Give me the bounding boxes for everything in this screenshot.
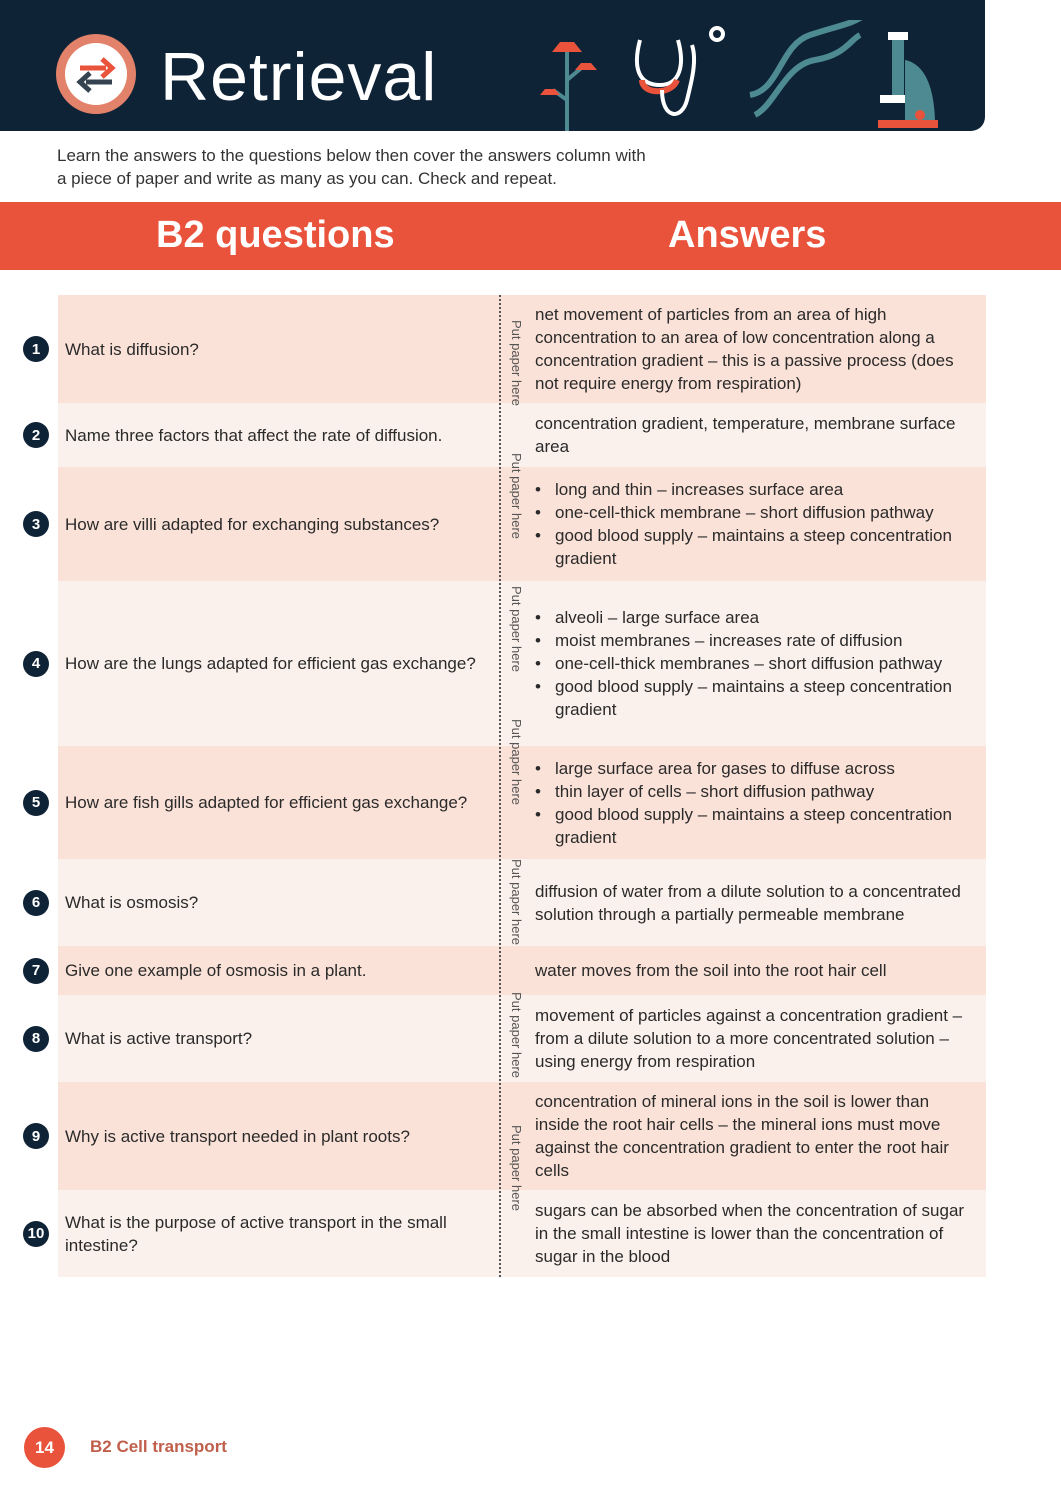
page-number: 14	[24, 1427, 65, 1468]
science-icons	[530, 20, 950, 131]
put-paper-here-label: Put paper here	[509, 320, 524, 407]
page-title: Retrieval	[160, 39, 438, 115]
question-label: Give one example of osmosis in a plant.	[65, 961, 367, 980]
tree-icon	[540, 42, 597, 131]
answer-bullet: • large surface area for gases to diffuse across	[535, 757, 978, 780]
question-text	[65, 1190, 495, 1277]
answer-cell	[535, 581, 978, 746]
put-paper-here-label: Put paper here	[509, 859, 524, 946]
answer-cell	[535, 859, 978, 946]
answer-bullet: • good blood supply – maintains a steep concentration gradient	[535, 675, 978, 721]
question-number-badge: 6	[23, 890, 49, 916]
answer-text: sugars can be absorbed when the concentration of sugar in the small intestine is lower than the concentration of sugar in the blood	[535, 1201, 965, 1266]
fold-divider	[499, 295, 501, 1277]
question-label: How are the lungs adapted for efficient gas exchange?	[65, 654, 476, 673]
microscope-icon	[878, 32, 938, 128]
instructions-line: a piece of paper and write as many as you can. Check and repeat.	[57, 169, 557, 188]
question-label: Name three factors that affect the rate of diffusion.	[65, 425, 443, 445]
question-text	[65, 403, 495, 467]
answer-cell	[535, 995, 978, 1082]
questions-heading: B2 questions	[156, 214, 395, 256]
question-text	[65, 859, 495, 946]
question-label: Why is active transport needed in plant roots?	[65, 1126, 410, 1146]
question-text	[65, 467, 495, 581]
question-number-badge: 8	[23, 1026, 49, 1052]
section-title: B2 Cell transport	[90, 1437, 227, 1456]
question-label: What is the purpose of active transport in the small intestine?	[65, 1212, 447, 1255]
question-number-badge: 4	[23, 651, 49, 677]
answer-bullet: • thin layer of cells – short diffusion pathway	[535, 780, 978, 803]
answer-cell	[535, 467, 978, 581]
answer-cell	[535, 1082, 978, 1190]
question-number-badge: 3	[23, 511, 49, 537]
retrieval-logo-icon	[56, 34, 136, 114]
answer-cell	[535, 746, 978, 859]
question-number-badge: 1	[23, 336, 49, 362]
answer-text: concentration of mineral ions in the soil is lower than inside the root hair cells – the mineral ions must move against the concentration gradient to enter the root hair cells	[535, 1092, 949, 1180]
question-label: What is active transport?	[65, 1029, 253, 1048]
question-text	[65, 995, 495, 1082]
answer-bullet: • good blood supply – maintains a steep concentration gradient	[535, 524, 978, 570]
question-number-badge: 5	[23, 790, 49, 816]
question-text	[65, 946, 495, 995]
answers-heading: Answers	[668, 214, 827, 256]
question-text	[65, 1082, 495, 1190]
question-label: How are villi adapted for exchanging substances?	[65, 514, 440, 534]
question-text	[65, 746, 495, 859]
put-paper-here-label: Put paper here	[509, 586, 524, 673]
question-text	[65, 295, 495, 403]
dna-icon	[750, 20, 865, 115]
answer-text: movement of particles against a concentration gradient – from a dilute solution to a more concentrated solution – using energy from respiration	[535, 1006, 963, 1071]
question-number-badge: 2	[23, 422, 49, 448]
answer-text: concentration gradient, temperature, membrane surface area	[535, 414, 956, 456]
question-number-badge: 10	[23, 1221, 49, 1247]
answer-bullet: • moist membranes – increases rate of diffusion	[535, 629, 978, 652]
answer-bullet: • one-cell-thick membranes – short diffusion pathway	[535, 652, 978, 675]
instructions	[57, 144, 717, 190]
question-number-badge: 7	[23, 958, 49, 984]
stethoscope-icon	[637, 28, 723, 114]
answer-text: diffusion of water from a dilute solution to a concentrated solution through a partially permeable membrane	[535, 881, 961, 924]
answer-bullet: • good blood supply – maintains a steep concentration gradient	[535, 803, 978, 849]
question-number-badge: 9	[23, 1123, 49, 1149]
put-paper-here-label: Put paper here	[509, 453, 524, 540]
question-label: How are fish gills adapted for efficient gas exchange?	[65, 793, 468, 812]
answer-cell	[535, 1190, 978, 1277]
column-header-band	[0, 202, 1061, 270]
answer-bullet: • alveoli – large surface area	[535, 606, 978, 629]
answer-text: water moves from the soil into the root hair cell	[535, 961, 887, 980]
answer-cell	[535, 403, 978, 467]
instructions-line: Learn the answers to the questions below then cover the answers column with	[57, 146, 646, 165]
answer-text: net movement of particles from an area of high concentration to an area of low concentration along a concentration gradient – this is a passive process (does not require energy from respiration)	[535, 305, 954, 393]
answer-bullet: • one-cell-thick membrane – short diffusion pathway	[535, 501, 978, 524]
question-text	[65, 581, 495, 746]
answer-cell	[535, 946, 978, 995]
question-label: What is diffusion?	[65, 339, 199, 359]
question-row	[58, 946, 986, 995]
put-paper-here-label: Put paper here	[509, 1125, 524, 1212]
put-paper-here-label: Put paper here	[509, 992, 524, 1079]
answer-cell	[535, 295, 978, 403]
question-label: What is osmosis?	[65, 893, 199, 912]
put-paper-here-label: Put paper here	[509, 719, 524, 806]
answer-bullet: • long and thin – increases surface area	[535, 478, 978, 501]
header-banner	[0, 0, 985, 131]
